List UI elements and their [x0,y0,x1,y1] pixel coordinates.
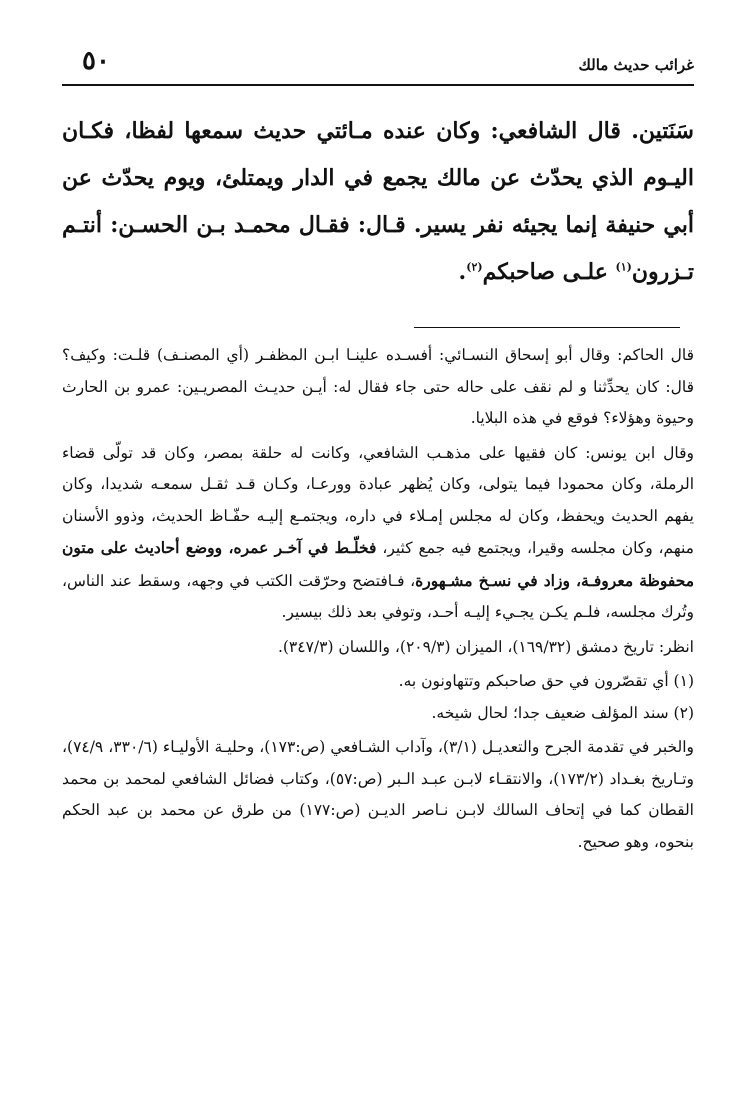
page-number: ٥٠ [82,46,110,76]
note-references: انظر: تاريخ دمشق (١٦٩/٣٢)، الميزان (٢٠٩/٣)، واللسان (٣٤٧/٣). [277,637,694,656]
page-header [62,44,694,84]
main-text-part1: سَنَتين. قال الشافعي: وكان عنده مـائتي حديث سمعها لفظا، فكـان اليـوم الذي يحدّث عن مالك يجمع في الدار ويمتلئ، ويوم يحدّث عن أبي حنيفة إنما يجيئه نفر يسير. قـال: فقـال محمـد بـن الحسـن: أنتـم تـزرون [62,118,694,285]
note-khabar: والخبر في تقدمة الجرح والتعديـل (٣/١)، وآداب الشـافعي (ص:١٧٣)، وحليـة الأوليـاء (٣٣٠/٦، ٧٤/٩)، وتـاريخ بغـداد (١٧٣/٢)، والانتقـاء لابـن عبـد الـبر (ص:٥٧)، وكتاب فضائل الشافعي لمحمد بن محمد القطان كما في إتحاف السالك لابـن نـاصر الديـن (ص:١٧٧) من طرق عن محمد بن عبد الحكم بنحوه، وهو صحيح. [62,738,695,851]
footnote-2: (٢) سند المؤلف ضعيف جدا؛ لحال شيخه. [431,703,694,722]
note-ibn-yunus [62,438,694,629]
footnote-1: (١) أي تقصّرون في حق صاحبكم وتتهاونون به. [398,672,694,690]
note-ibn-yunus-part2: ، فـافتضح وحرّقت الكتب في وجهه، وسقط عند الناس، وتُرك مجلسه، فلـم يكـن يجـيء إليـه أحـد، وتوفي بعد ذلك بيسير. [62,571,694,621]
footnote-separator [414,327,680,328]
note-ibn-yunus-part1: وقال ابن يونس: كان فقيها على مذهـب الشافعي، وكانت له حلقة بمصر، وكان قد تولّى قضاء الرملة، وكان محمودا فيما يتولى، وكان يُظهر عبادة وورعـا، وكـان قـد ثقـل سمعـه شديدا، وكان يفهم الحديث ويحفظ، وكان له مجلس إمـلاء في داره، ويجتمـع إليـه حفّـاظ الحديث، وذوو الأسنان منهم، وكان مجلسه وقيرا، ويجتمع فيه جمع كثير، [62,443,694,557]
footnote-marker-1: (١) [615,260,632,274]
header-rule [62,84,694,86]
note-hakim: قال الحاكم: وقال أبو إسحاق النسـائي: أفسـده علينـا ابـن المظفـر (أي المصنـف) قلـت: وكيف؟ قال: كان يحدِّثنا و لم نقف على حاله حتى جاء فقال له: أيـن حديـث المصريـين: عمرو بن الحارث وحيوة وهؤلاء؟ فوقع في هذه البلايا. [62,346,694,427]
main-text-end: . [458,259,467,285]
main-text [62,108,694,296]
footnotes [62,340,694,858]
running-title: غرائب حديث مالك [578,56,694,74]
main-text-part2: علـى صاحبكم [482,259,616,285]
footnote-marker-2: (٢) [466,260,483,274]
note-ibn-yunus-bold: فخلّـط في آخـر عمره، ووضع أحاديث على متون محفوظة معروفـة، وزاد في نسـخ مشـهورة [62,538,694,590]
